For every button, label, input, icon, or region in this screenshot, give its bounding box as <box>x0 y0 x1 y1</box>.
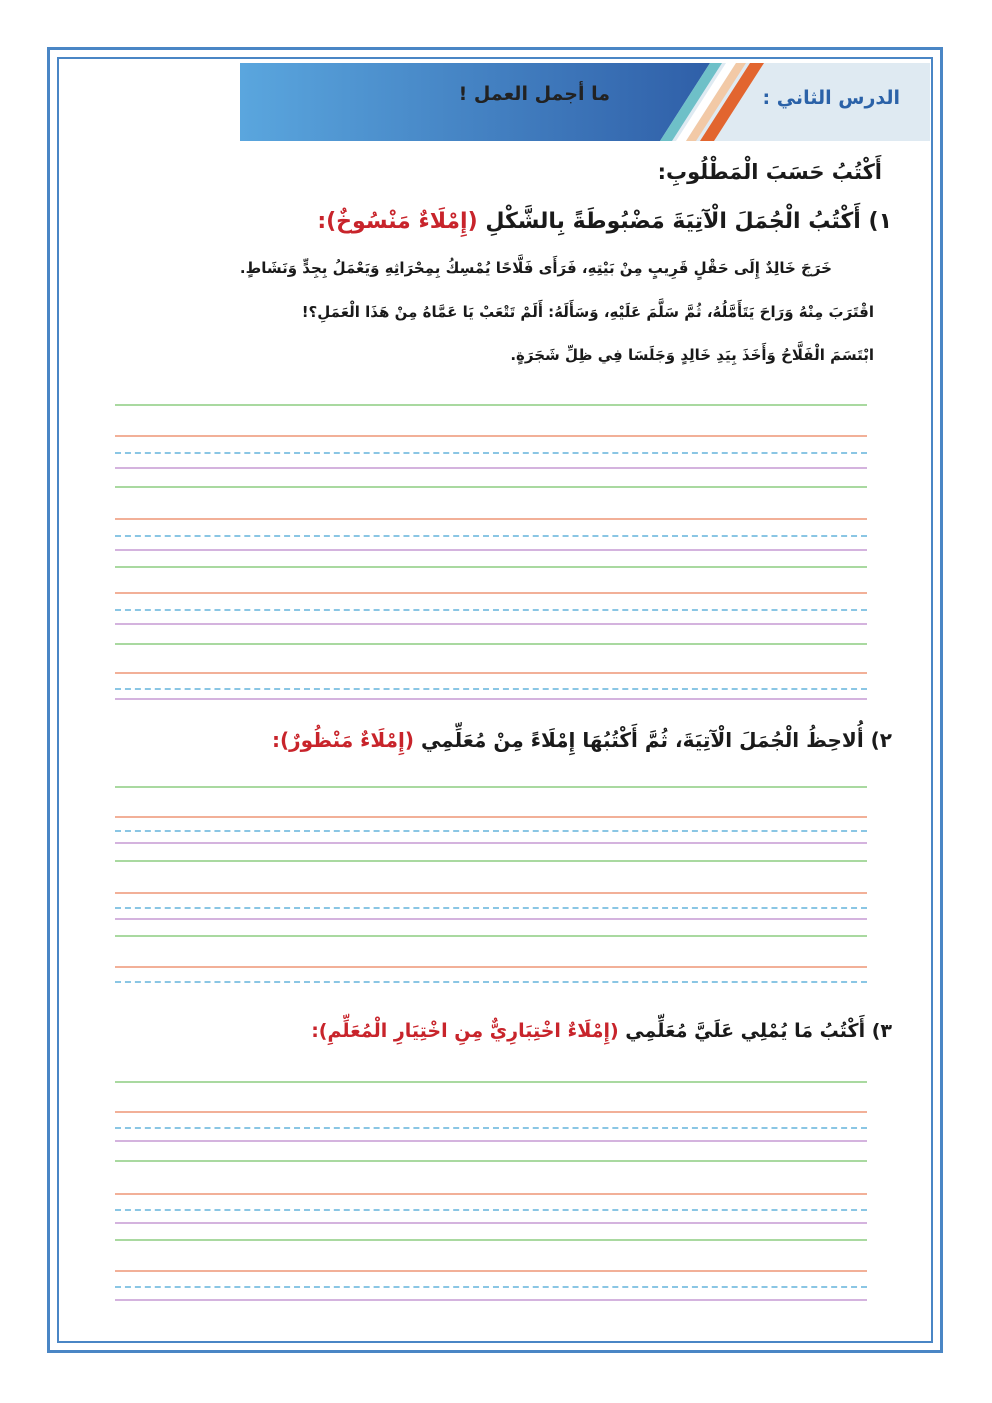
writing-lines-1[interactable] <box>115 400 867 700</box>
question-1-tag: (إِمْلَاءٌ مَنْسُوخٌ): <box>317 209 478 234</box>
passage-line-3: ابْتَسَمَ الْفَلَّاحُ وَأَخَذَ بِيَدِ خَالِدٍ وَجَلَسَا فِي ظِلِّ شَجَرَةٍ. <box>510 346 874 364</box>
question-2-text: ٢) أُلاحِظُ الْجُمَلَ الْآتِيَةَ، ثُمَّ أَكْتُبُهَا إِمْلَاءً مِنْ مُعَلِّمِي <box>420 728 892 752</box>
writing-lines-2[interactable] <box>115 780 867 990</box>
passage-line-2: اقْتَرَبَ مِنْهُ وَرَاحَ يَتَأَمَّلُهُ، ثُمَّ سَلَّمَ عَلَيْهِ، وَسَأَلَهُ: أَلَمْ تَتْعَبْ يَا عَمَّاهُ مِنْ هَذَا الْعَمَلِ؟! <box>301 303 874 321</box>
passage-line-1: خَرَجَ خَالِدٌ إِلَى حَقْلٍ قَرِيبٍ مِنْ بَيْتِهِ، فَرَأَى فَلَّاحًا يُمْسِكُ بِمِحْرَاثِهِ وَيَعْمَلُ بِجِدٍّ وَنَشَاطٍ. <box>239 259 832 277</box>
writing-lines-3[interactable] <box>115 1075 867 1305</box>
lesson-number: الدرس الثاني : <box>762 87 900 109</box>
main-instruction: أَكْتُبُ حَسَبَ الْمَطْلُوبِ: <box>657 160 882 184</box>
question-3-text: ٣) أَكْتُبُ مَا يُمْلِي عَلَيَّ مُعَلِّمِي <box>625 1020 892 1042</box>
question-3 <box>311 1020 892 1042</box>
question-2-tag: (إِمْلَاءٌ مَنْظُورٌ): <box>271 728 414 752</box>
question-1-text: ١) أَكْتُبُ الْجُمَلَ الْآتِيَةَ مَضْبُوطَةً بِالشَّكْلِ <box>485 209 892 234</box>
question-3-tag: (إِمْلَاءٌ اخْتِبَارِيٌّ مِنِ اخْتِيَارِ الْمُعَلِّمِ): <box>311 1020 619 1042</box>
lesson-header <box>240 63 930 141</box>
question-2 <box>272 728 892 752</box>
question-1 <box>317 209 892 234</box>
lesson-title: ما أجمل العمل ! <box>458 83 610 105</box>
